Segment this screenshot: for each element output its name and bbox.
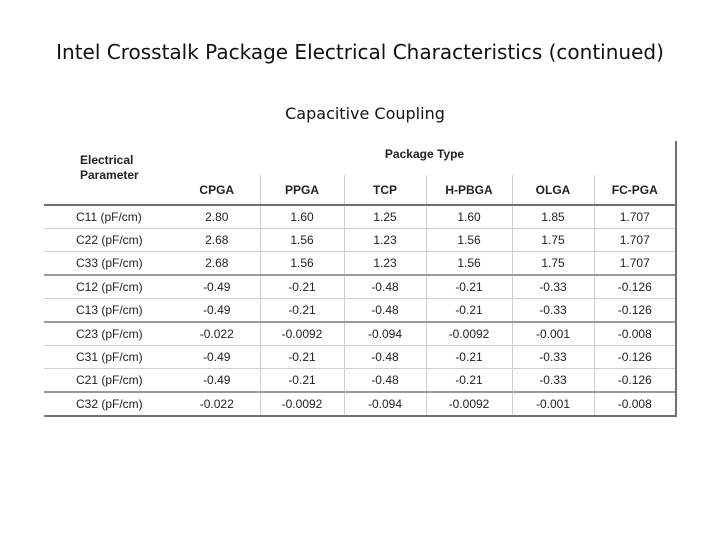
value-cell: -0.21: [260, 299, 344, 323]
value-cell: -0.48: [344, 346, 426, 369]
param-cell: C12 (pF/cm): [76, 280, 143, 294]
value-cell: -0.48: [344, 299, 426, 323]
table-row: [44, 322, 676, 346]
param-cell: C32 (pF/cm): [76, 397, 143, 411]
value-cell: -0.49: [203, 350, 231, 364]
column-header-olga: OLGA: [512, 175, 594, 205]
param-cell: C13 (pF/cm): [76, 303, 143, 317]
value-cell: -0.49: [203, 373, 231, 387]
param-cell: C23 (pF/cm): [76, 327, 143, 341]
value-cell: -0.0092: [426, 392, 512, 416]
value-cell: 1.75: [512, 229, 594, 252]
table-row: [44, 205, 676, 229]
value-cell: -0.21: [426, 275, 512, 299]
value-cell: 1.56: [426, 229, 512, 252]
value-cell: 1.707: [594, 252, 676, 276]
value-cell: -0.0092: [260, 392, 344, 416]
value-cell: -0.0092: [260, 322, 344, 346]
value-cell: -0.21: [260, 369, 344, 393]
value-cell: -0.33: [512, 369, 594, 393]
value-cell: 1.23: [344, 252, 426, 276]
value-cell: -0.008: [594, 392, 676, 416]
value-cell: -0.21: [426, 299, 512, 323]
table-row: [44, 369, 676, 393]
value-cell: -0.008: [594, 322, 676, 346]
slide-title: Intel Crosstalk Package Electrical Characteristics (continued): [56, 40, 664, 64]
characteristics-table-container: [44, 141, 676, 411]
table-row: [44, 275, 676, 299]
column-header-tcp: TCP: [344, 175, 426, 205]
value-cell: -0.001: [512, 392, 594, 416]
value-cell: 1.707: [594, 205, 676, 229]
param-column-header: Electrical Parameter: [80, 153, 139, 182]
column-header-fc-pga: FC-PGA: [594, 175, 676, 205]
value-cell: -0.33: [512, 275, 594, 299]
value-cell: -0.33: [512, 346, 594, 369]
table-row: [44, 252, 676, 276]
value-cell: -0.21: [426, 346, 512, 369]
value-cell: 1.23: [344, 229, 426, 252]
value-cell: -0.126: [594, 299, 676, 323]
table-row: [44, 299, 676, 323]
value-cell: 1.56: [426, 252, 512, 276]
param-cell: C11 (pF/cm): [76, 210, 142, 224]
value-cell: 2.68: [205, 233, 229, 247]
param-cell: C31 (pF/cm): [76, 350, 143, 364]
value-cell: -0.022: [199, 327, 234, 341]
value-cell: 1.707: [594, 229, 676, 252]
value-cell: 1.60: [426, 205, 512, 229]
value-cell: -0.21: [260, 346, 344, 369]
value-cell: -0.126: [594, 346, 676, 369]
value-cell: -0.21: [260, 275, 344, 299]
value-cell: -0.49: [203, 303, 231, 317]
table-row: [44, 229, 676, 252]
value-cell: -0.21: [426, 369, 512, 393]
param-cell: C22 (pF/cm): [76, 233, 143, 247]
value-cell: 1.25: [344, 205, 426, 229]
param-cell: C33 (pF/cm): [76, 256, 143, 270]
value-cell: -0.0092: [426, 322, 512, 346]
value-cell: -0.094: [344, 392, 426, 416]
value-cell: -0.001: [512, 322, 594, 346]
column-header-h-pbga: H-PBGA: [426, 175, 512, 205]
value-cell: -0.33: [512, 299, 594, 323]
value-cell: -0.48: [344, 275, 426, 299]
value-cell: -0.094: [344, 322, 426, 346]
value-cell: 1.56: [260, 252, 344, 276]
value-cell: 2.80: [205, 210, 229, 224]
column-header-ppga: PPGA: [260, 175, 344, 205]
package-type-header: Package Type: [174, 141, 676, 175]
value-cell: -0.48: [344, 369, 426, 393]
characteristics-table: [44, 141, 677, 417]
table-row: [44, 346, 676, 369]
value-cell: -0.126: [594, 275, 676, 299]
value-cell: 1.56: [260, 229, 344, 252]
value-cell: 1.85: [512, 205, 594, 229]
value-cell: -0.126: [594, 369, 676, 393]
param-cell: C21 (pF/cm): [76, 373, 143, 387]
slide-subtitle: Capacitive Coupling: [285, 104, 445, 123]
value-cell: 2.68: [205, 256, 229, 270]
value-cell: -0.49: [203, 280, 231, 294]
column-header-cpga: CPGA: [199, 182, 235, 197]
value-cell: 1.75: [512, 252, 594, 276]
table-body: [44, 205, 676, 416]
table-row: [44, 392, 676, 416]
value-cell: 1.60: [260, 205, 344, 229]
value-cell: -0.022: [199, 397, 234, 411]
